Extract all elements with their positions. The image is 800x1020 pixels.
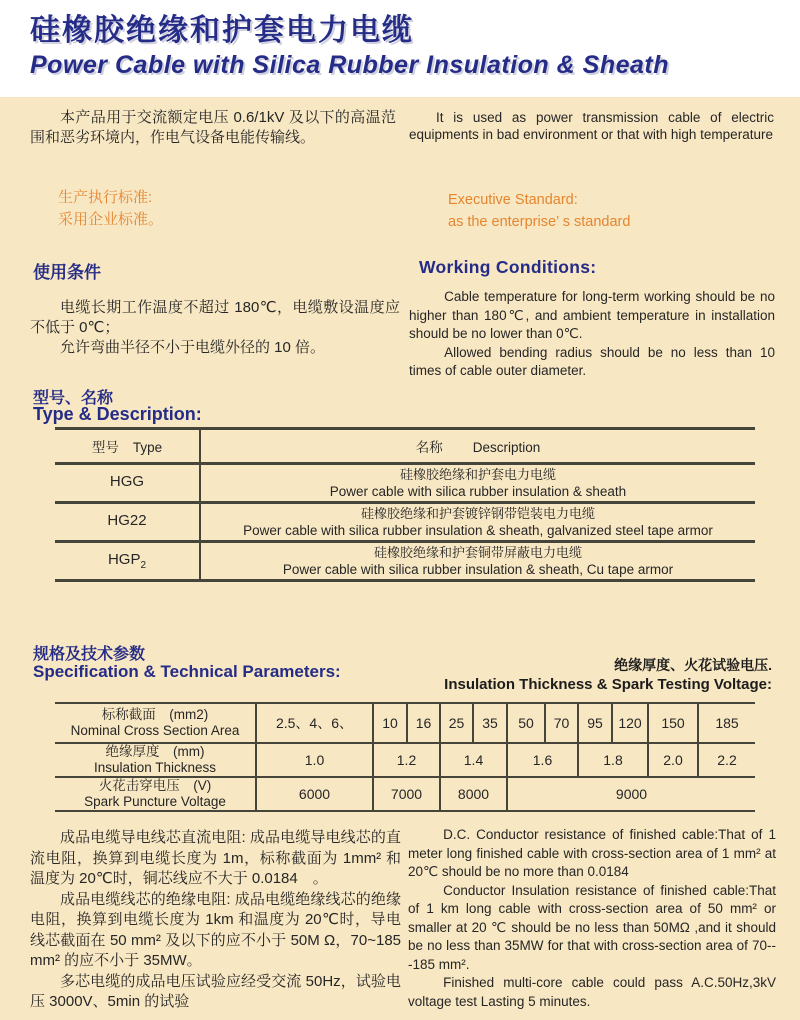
type-desc-en: Power cable with silica rubber insulation & sheath [329,484,627,499]
area-value-cell: 120 [612,703,648,743]
technical-notes-cn [30,828,401,1013]
executive-standard-cn [58,187,163,231]
executive-standard-cn-line2: 采用企业标准。 [58,211,164,228]
spec-thickness-row [55,743,755,777]
type-header-cell [55,429,200,464]
intro-paragraph-cn: 本产品用于交流额定电压 0.6/1kV 及以下的高温范围和恶劣环境内，作电气设备电能传输线。 [30,109,396,146]
description-header-cell [200,429,755,464]
thickness-value-cell: 1.6 [507,743,578,777]
voltage-value-cell: 9000 [507,777,755,811]
working-conditions-en-para2: Allowed bending radius should be no less than 10 times of cable outer diameter. [409,344,775,378]
working-conditions-cn-para1: 电缆长期工作温度不超过 180℃，电缆敷设温度应不低于 0℃； [30,299,400,336]
working-conditions-en-para1: Cable temperature for long-term working should be no higher than 180℃, and ambient temperature in installation should be no lower than 0℃. [409,289,775,341]
executive-standard-en-line2: as the enterprise’ s standard [448,214,631,230]
area-value-cell: 150 [648,703,698,743]
page-title-chinese: 硅橡胶绝缘和护套电力电缆 [30,14,414,47]
thickness-value-cell: 1.0 [256,743,373,777]
area-value-cell: 25 [440,703,473,743]
spec-note-en: Insulation Thickness & Spark Testing Voltage: [444,676,772,693]
executive-standard-cn-line1: 生产执行标准: [58,189,153,206]
executive-standard-en [448,189,630,233]
type-code-cell [55,542,200,581]
type-header-cn: 型号 [91,440,119,455]
area-value-cell: 95 [578,703,612,743]
notes-en-para3: Finished multi-core cable could pass A.C.50Hz,3kV voltage test Lasting 5 minutes. [408,975,776,1009]
type-desc-en: Power cable with silica rubber insulation & sheath, galvanized steel tape armor [243,523,713,538]
notes-cn-para1: 成品电缆导电线芯直流电阻: 成品电缆导电线芯的直流电阻，换算到电缆长度为 1m，标称截面为 1mm² 和温度为 20℃时，铜芯线应不大于 0.0184 。 [30,829,401,887]
spec-parameters-table [55,702,755,812]
page-title-english: Power Cable with Silica Rubber Insulation & Sheath [30,51,669,79]
type-desc-en: Power cable with silica rubber insulation & sheath, Cu tape armor [282,562,674,577]
description-header-en: Description [472,440,541,455]
spec-voltage-label-en: Spark Puncture Voltage [84,794,226,809]
spec-voltage-label-cn: 火花击穿电压 (V) [98,778,212,793]
spec-area-label-en: Nominal Cross Section Area [70,723,240,738]
technical-notes-en [408,826,776,1011]
thickness-value-cell: 2.2 [698,743,755,777]
area-value-cell: 2.5、4、6、 [256,703,373,743]
spec-thickness-label-en: Insulation Thickness [93,760,217,775]
area-value-cell: 35 [473,703,507,743]
working-conditions-cn-para2: 允许弯曲半径不小于电缆外径的 10 倍。 [60,339,326,356]
thickness-value-cell: 2.0 [648,743,698,777]
type-code-text: HG22 [107,512,147,529]
type-heading-cn: 型号、名称 [33,390,114,407]
working-conditions-text-en [409,288,775,381]
notes-en-para2: Conductor Insulation resistance of finished cable:That of 1 km long cable with cross-section area of 50 mm² or smaller at 20 ℃ should be no less than 50MΩ ,and it should be no less than 35MW for that with cross-section area of 70---185 mm². [408,882,776,972]
spec-area-label-cn: 标称截面 (mm2) [101,707,209,722]
area-value-cell: 50 [507,703,545,743]
area-value-cell: 70 [545,703,578,743]
description-header-cn: 名称 [415,440,443,455]
type-code-cell [55,503,200,542]
spec-voltage-label-cell [55,777,256,811]
thickness-value-cell: 1.4 [440,743,507,777]
type-desc-cn: 硅橡胶绝缘和护套电力电缆 [399,467,556,482]
executive-standard-en-line1: Executive Standard: [448,192,578,208]
type-desc-cell [200,542,755,581]
spec-area-row [55,703,755,743]
notes-en-para1: D.C. Conductor resistance of finished cable:That of 1 meter long finished cable with cross-section area of 1 mm² at 20℃ should be no more than 0.0184 [408,827,776,879]
working-conditions-heading-cn: 使用条件 [33,263,101,282]
notes-cn-para3: 多芯电缆的成品电压试验应经受交流 50Hz，试验电压 3000V、5min 的试验 [30,972,401,1010]
type-row-hgg [55,464,755,503]
spec-note-cn: 绝缘厚度、火花试验电压. [614,657,772,673]
type-code-subscript: 2 [140,560,147,571]
area-value-cell: 185 [698,703,755,743]
voltage-value-cell: 6000 [256,777,373,811]
type-row-hg22 [55,503,755,542]
spec-thickness-label-cell [55,743,256,777]
intro-paragraph-en: It is used as power transmission cable of electric equipments in bad environment or that with high temperature [409,110,774,142]
type-table-header-row [55,429,755,464]
type-code-cell [55,464,200,503]
type-desc-cn: 硅橡胶绝缘和护套镀锌钢带铠装电力电缆 [360,506,595,521]
thickness-value-cell: 1.8 [578,743,648,777]
notes-cn-para2: 成品电缆线芯的绝缘电阻: 成品电缆绝缘线芯的绝缘电阻，换算到电缆长度为 1km 和温度为 20℃时，导电线芯截面在 50 mm² 及以下的应不小于 50M Ω，70~185 mm² 的应不小于 35MW。 [30,890,401,969]
spec-thickness-label-cn: 绝缘厚度 (mm) [105,744,205,759]
voltage-value-cell: 7000 [373,777,440,811]
spec-area-label-cell [55,703,256,743]
type-desc-cell [200,464,755,503]
type-desc-cell [200,503,755,542]
type-description-table [55,427,755,582]
working-conditions-heading-en: Working Conditions: [419,257,597,277]
spec-voltage-row [55,777,755,811]
type-header-en: Type [132,440,163,455]
working-conditions-text-cn [30,298,400,358]
voltage-value-cell: 8000 [440,777,507,811]
type-row-hgp2 [55,542,755,581]
spec-heading-cn: 规格及技术参数 [33,646,146,663]
thickness-value-cell: 1.2 [373,743,440,777]
type-desc-cn: 硅橡胶绝缘和护套铜带屏蔽电力电缆 [373,545,582,560]
type-heading-en: Type & Description: [33,404,202,424]
type-code-text: HGP [107,551,141,568]
type-code-text: HGG [109,473,145,490]
area-value-cell: 10 [373,703,407,743]
spec-heading-en: Specification & Technical Parameters: [33,662,341,681]
area-value-cell: 16 [407,703,440,743]
